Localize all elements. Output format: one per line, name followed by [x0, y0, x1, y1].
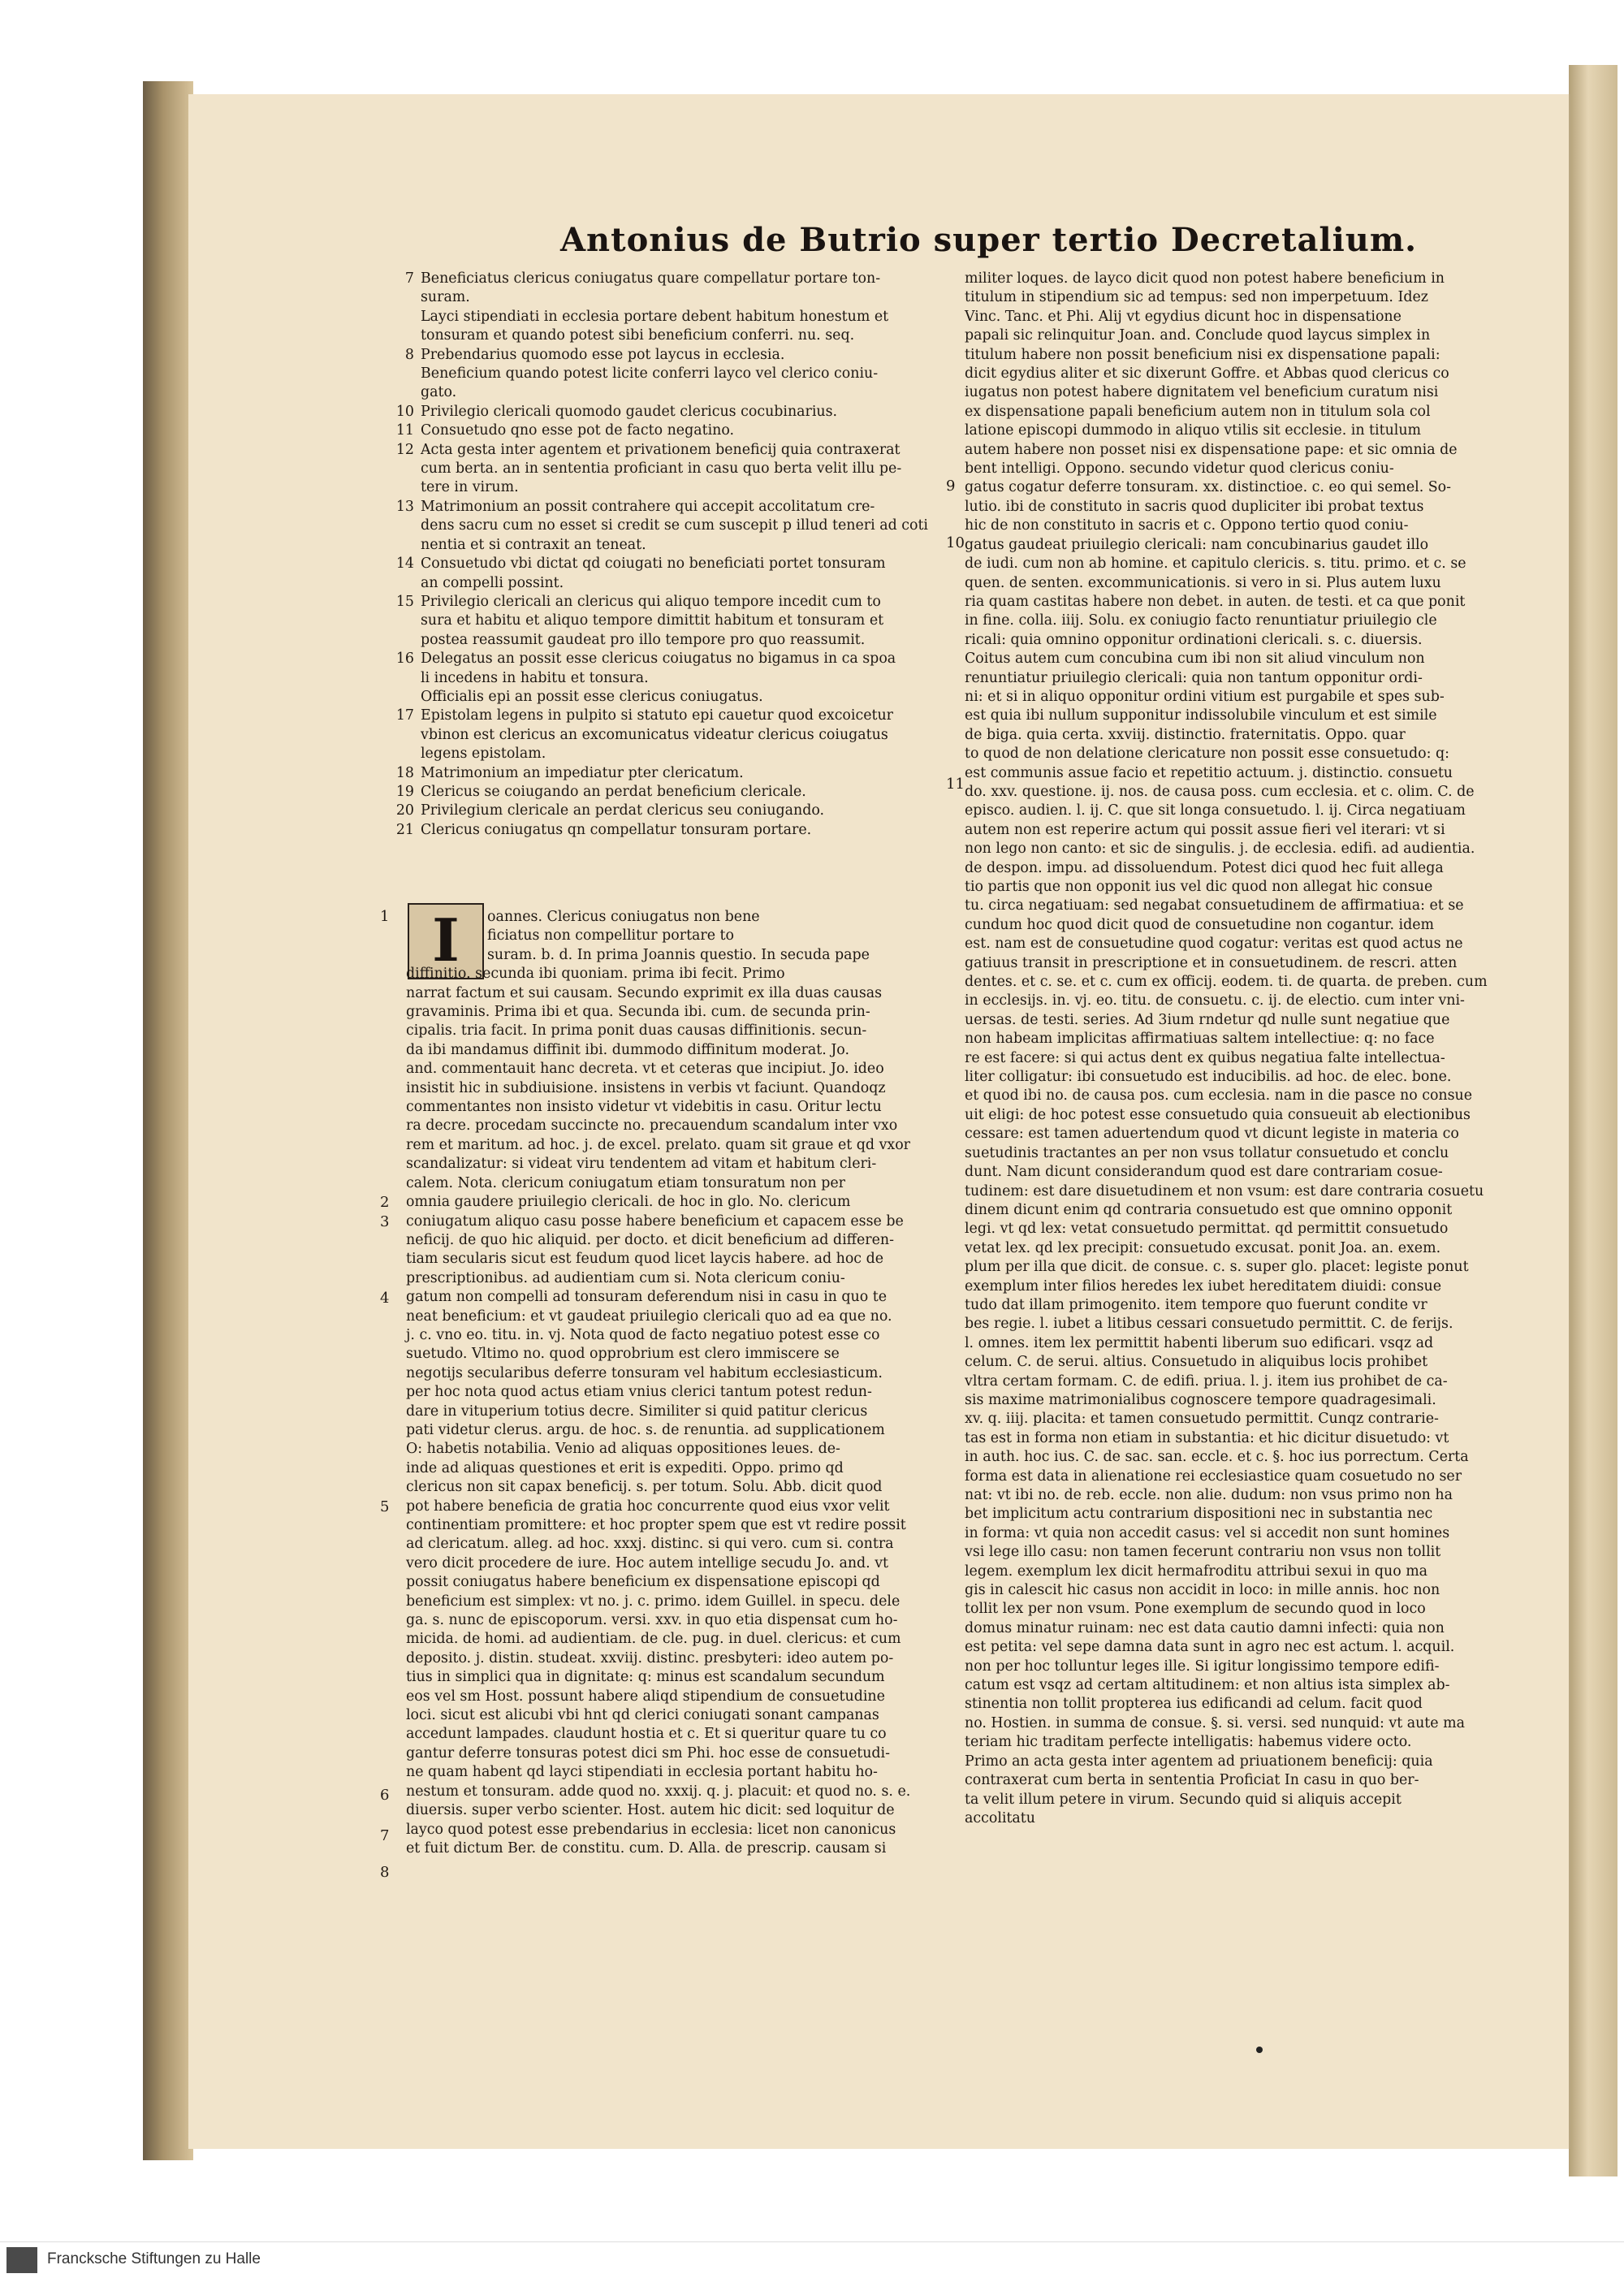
text-line: quen. de senten. excommunicationis. si vero in si. Plus autem luxu [965, 574, 1441, 591]
text-line: vsi lege illo casu: non tamen fecerunt contrariu non vsus non tollit [965, 1544, 1441, 1561]
text-line: rem et maritum. ad hoc. j. de excel. prelato. quam sit graue et qd vxor [406, 1136, 910, 1153]
text-line: nat: vt ibi no. de reb. eccle. non alie. dudum: non vsus primo non ha [965, 1487, 1453, 1503]
index-text: Epistolam legens in pulpito si statuto epi cauetur quod excoicetur [421, 707, 894, 724]
text-line: tiam secularis sicut est feudum quod licet laycis habere. ad hoc de [406, 1251, 883, 1268]
index-text: Consuetudo qno esse pot de facto negatino. [421, 422, 735, 439]
text-line: autem habere non posset nisi ex dispensatione pape: et sic omnia de [965, 441, 1458, 458]
text-line: dunt. Nam dicunt considerandum quod est dare contrariam cosue- [965, 1164, 1443, 1181]
index-entry [382, 498, 950, 517]
text-line: ex dispensatione papali beneficium autem non in titulum sola col [965, 403, 1431, 420]
index-entry [382, 441, 950, 460]
text-line: iugatus non potest habere dignitatem vel beneficium curatum nisi [965, 384, 1439, 401]
index-text: tonsuram et quando potest sibi beneficium conferri. nu. seq. [421, 327, 855, 344]
text-line: in auth. hoc ius. C. de sac. san. eccle. et c. §. hoc ius porrectum. Certa [965, 1449, 1469, 1466]
page-mark [1256, 2047, 1263, 2053]
text-line: l. omnes. item lex permittit habenti liberum suo edificari. vsqz ad [965, 1334, 1434, 1351]
text-line: non per hoc tolluntur leges ille. Si igitur longissimo tempore edifi- [965, 1658, 1440, 1675]
index-entry [382, 688, 950, 707]
index-text: Beneficiatus clericus coniugatus quare compellatur portare ton- [421, 270, 881, 287]
index-number [382, 478, 421, 497]
index-entry [382, 764, 950, 783]
text-line: est quia ibi nullum supponitur indissolubile vinculum et est simile [965, 707, 1437, 724]
index-entry [382, 707, 950, 725]
index-number [382, 688, 421, 707]
index-text: cum berta. an in sententia proficiant in casu quo berta velit illu pe- [421, 460, 902, 478]
index-text: an compelli possint. [421, 574, 564, 591]
index-number [382, 726, 421, 745]
text-line: tas est in forma non etiam in substantia: et hic dicitur disuetudo: vt [965, 1429, 1449, 1446]
left-page-stack [143, 81, 193, 2160]
text-line: gravaminis. Prima ibi et qua. Secunda ibi. cum. de secunda prin- [406, 1004, 870, 1021]
index-entry [382, 421, 950, 440]
text-line: do. xxv. questione. ij. nos. de causa poss. cum ecclesia. et c. olim. C. de [965, 783, 1475, 800]
text-line: papali sic relinquitur Joan. and. Conclude quod laycus simplex in [965, 327, 1431, 344]
text-line: ne quam habent qd layci stipendiati in ecclesia portant habitu ho- [406, 1764, 878, 1781]
text-line: de biga. quia certa. xxviij. distinctio. fraternitatis. Oppo. quar [965, 726, 1406, 743]
left-column-text [406, 908, 926, 1858]
index-number [382, 308, 421, 326]
text-line: dicit egydius aliter et sic dixerunt Goffre. et Abbas quod clericus co [965, 365, 1449, 383]
text-line: titulum in stipendium sic ad tempus: sed non imperpetuum. Idez [965, 289, 1428, 306]
text-line: legem. exemplum lex dicit hermafroditu attribui sexui in quo ma [965, 1563, 1428, 1580]
index-entry [382, 650, 950, 668]
index-entry [382, 326, 950, 345]
right-column-text [965, 270, 1501, 1828]
text-line: teriam hic traditam perfecte intelligatis: habemus videre octo. [965, 1734, 1412, 1751]
index-text: Privilegium clericale an perdat clericus seu coniugando. [421, 802, 825, 819]
text-line: catum est vsqz ad certam altitudinem: et non altius ista simplex ab- [965, 1677, 1450, 1694]
index-entry [382, 593, 950, 612]
index-text: vbinon est clericus an excomunicatus videatur clericus coiugatus [421, 726, 888, 743]
text-line: vltra certam formam. C. de edifi. priua. l. j. item ius prohibet de ca- [965, 1372, 1448, 1390]
index-entry [382, 308, 950, 326]
text-line: oannes. Clericus coniugatus non bene [487, 909, 760, 925]
index-entry [382, 745, 950, 763]
index-number [382, 745, 421, 763]
text-line: non lego non canto: et sic de singulis. j. de ecclesia. edifi. ad audientia. [965, 841, 1475, 858]
text-line: bet implicitum actu contrarium dispositioni nec in substantia nec [965, 1506, 1433, 1523]
text-line: ad clericatum. alleg. ad hoc. xxxj. distinc. si qui vero. cum si. contra [406, 1536, 894, 1553]
index-text: Matrimonium an impediatur pter clericatum. [421, 764, 744, 781]
text-line: stinentia non tollit propterea ius edificandi ad celum. facit quod [965, 1696, 1423, 1713]
index-text: Beneficium quando potest licite conferri layco vel clerico coniu- [421, 365, 879, 383]
text-line: est petita: vel sepe damna data sunt in agro nec est actum. l. acquil. [965, 1639, 1455, 1656]
text-line: gatum non compelli ad tonsuram deferendum nisi in casu in quo te [406, 1289, 887, 1306]
index-number: 12 [395, 441, 414, 458]
text-line: ra decre. procedam succincte no. precauendum scandalum inter vxo [406, 1117, 898, 1135]
index-entry [382, 574, 950, 593]
index-entry [382, 365, 950, 383]
index-text: Clericus se coiugando an perdat beneficium clericale. [421, 783, 806, 800]
index-number: 18 [395, 764, 414, 781]
text-line: pati videtur clerus. argu. de hoc. s. de renuntia. ad supplicationem [406, 1421, 885, 1438]
text-line: hic de non constituto in sacris et c. Oppono tertio quod coniu- [965, 517, 1409, 534]
text-line: tollit lex per non vsum. Pone exemplum de secundo quod in loco [965, 1601, 1426, 1618]
index-text: Consuetudo vbi dictat qd coiugati no beneficiati portet tonsuram [421, 555, 886, 573]
text-line: dinem dicunt enim qd contraria consuetudo est que omnino opponit [965, 1201, 1453, 1218]
text-line: and. commentauit hanc decreta. vt et ceteras que incipiut. Jo. ideo [406, 1061, 884, 1078]
text-line: per hoc nota quod actus etiam vnius clerici tantum potest redun- [406, 1384, 872, 1401]
text-line: neat beneficium: et vt gaudeat priuilegio clericali quo ad ea que no. [406, 1308, 892, 1325]
text-line: layco quod potest esse prebendarius in ecclesia: licet non canonicus [406, 1821, 896, 1838]
text-line: et fuit dictum Ber. de constitu. cum. D. Alla. de prescrip. causam si [406, 1839, 887, 1857]
text-line: omnia gaudere priuilegio clericali. de hoc in glo. No. clericum [406, 1194, 851, 1211]
margin-number: 4 [380, 1290, 390, 1307]
index-text: Privilegio clericali quomodo gaudet clericus cocubinarius. [421, 403, 838, 420]
index-number: 8 [404, 346, 414, 363]
text-line: legi. vt qd lex: vetat consuetudo permittat. qd permittit consuetudo [965, 1221, 1449, 1238]
text-line: inde ad aliquas questiones et erit is expediti. Oppo. primo qd [406, 1459, 844, 1476]
text-line: lutio. ibi de constituto in sacris quod dupliciter ibi probat textus [965, 498, 1424, 515]
margin-number: 1 [380, 908, 390, 925]
index-entry [382, 555, 950, 573]
index-entry [382, 612, 950, 630]
text-line: militer loques. de layco dicit quod non potest habere beneficium in [965, 270, 1445, 287]
index-number [382, 326, 421, 345]
index-number [382, 631, 421, 650]
index-number: 19 [395, 783, 414, 800]
margin-number: 5 [380, 1498, 390, 1515]
text-line: bent intelligi. Oppono. secundo videtur quod clericus coniu- [965, 460, 1394, 478]
text-line: ria quam castitas habere non debet. in auten. de testi. et ca que ponit [965, 593, 1466, 610]
text-line: cipalis. tria facit. In prima ponit duas causas diffinitionis. secun- [406, 1022, 867, 1040]
text-line: deposito. j. distin. studeat. xxviij. distinc. presbyteri: ideo autem po- [406, 1649, 894, 1666]
text-line: in forma: vt quia non accedit casus: vel si accedit non sunt homines [965, 1524, 1450, 1541]
text-line: suetudinis tractantes an per non vsus tollatur consuetudo et conclu [965, 1144, 1449, 1161]
index-number [382, 574, 421, 593]
margin-number: 11 [946, 776, 965, 793]
index-number: 17 [395, 707, 414, 724]
text-line: Primo an acta gesta inter agentem ad priuationem beneficij: quia [965, 1753, 1433, 1770]
text-line: sis maxime matrimonialibus cognoscere tempore quadragesimali. [965, 1391, 1436, 1408]
text-line: vetat lex. qd lex precipit: consuetudo excusat. ponit Joa. an. exem. [965, 1239, 1441, 1256]
text-line: cessare: est tamen aduertendum quod vt dicunt legiste in materia co [965, 1126, 1459, 1143]
text-line: tius in simplici qua in dignitate: q: minus est scandalum secundum [406, 1669, 885, 1686]
index-number [382, 288, 421, 307]
index-number [382, 517, 421, 535]
text-line: gatiuus transit in prescriptione et in consuetudinem. de rescri. atten [965, 954, 1458, 971]
text-line: to quod de non delatione clericature non possit esse consuetudo: q: [965, 746, 1449, 763]
index-text: suram. [421, 289, 470, 306]
footer-institution: Francksche Stiftungen zu Halle [47, 2250, 261, 2267]
index-text: Delegatus an possit esse clericus coiugatus no bigamus in ca spoa [421, 651, 896, 668]
text-line: renuntiatur priuilegio clericali: quia non tantum opponitur ordi- [965, 669, 1423, 686]
text-line: possit coniugatus habere beneficium ex dispensatione episcopi qd [406, 1574, 880, 1591]
text-line: narrat factum et sui causam. Secundo exprimit ex illa duas causas [406, 984, 883, 1001]
text-line: contraxerat cum berta in sententia Proficiat In casu in quo ber- [965, 1772, 1419, 1789]
text-line: gis in calescit hic casus non accidit in loco: in mille annis. hoc non [965, 1582, 1440, 1599]
index-number: 7 [404, 270, 414, 287]
text-line: nestum et tonsuram. adde quod no. xxxij. q. j. placuit: et quod no. s. e. [406, 1783, 911, 1800]
text-line: domus minatur ruinam: nec est data cautio damni infecti: quia non [965, 1619, 1445, 1636]
text-line: continentiam promittere: et hoc propter spem que est vt redire possit [406, 1517, 906, 1533]
index-entry [382, 631, 950, 650]
text-line: ta velit illum petere in virum. Secundo quid si aliquis accepit [965, 1791, 1402, 1808]
index-entry [382, 802, 950, 820]
text-line: gantur deferre tonsuras potest dici sm Phi. hoc esse de consuetudi- [406, 1744, 890, 1761]
text-line: clericus non sit capax beneficij. s. per totum. Solu. Abb. dicit quod [406, 1479, 883, 1496]
text-line: re est facere: si qui actus dent ex quibus negatiua falte intellectua- [965, 1049, 1445, 1066]
index-entry [382, 821, 950, 840]
text-line: de despon. impu. ad dissoluendum. Potest dici quod hec fuit allega [965, 859, 1444, 876]
text-line: eos vel sm Host. possunt habere aliqd stipendium de consuetudine [406, 1688, 885, 1705]
text-line: episco. audien. l. ij. C. que sit longa consuetudo. l. ij. Circa negatiuam [965, 802, 1466, 819]
text-line: coniugatum aliquo casu posse habere beneficium et capacem esse be [406, 1212, 904, 1230]
index-text: dens sacru cum no esset si credit se cum suscepit p illud teneri ad coti [421, 517, 928, 534]
summary-index [382, 270, 950, 840]
index-entry [382, 460, 950, 478]
text-line: O: habetis notabilia. Venio ad aliquas oppositiones leues. de- [406, 1441, 840, 1458]
institution-logo-icon [6, 2247, 37, 2273]
index-entry [382, 669, 950, 688]
index-entry [382, 478, 950, 497]
text-line: et quod ibi no. de causa pos. cum ecclesia. nam in die pasce no consue [965, 1087, 1473, 1104]
text-line: non habeam implicitas affirmatiuas saltem intellectiue: q: no face [965, 1031, 1435, 1048]
text-line: pot habere beneficia de gratia hoc concurrente quod eius vxor velit [406, 1498, 890, 1515]
index-entry [382, 517, 950, 535]
index-text: Acta gesta inter agentem et privationem beneficij quia contraxerat [421, 441, 901, 458]
index-number: 15 [395, 593, 414, 610]
text-line: est. nam est de consuetudine quod cogatur: veritas est quod actus ne [965, 936, 1463, 953]
index-entry [382, 270, 950, 288]
margin-number: 8 [380, 1864, 390, 1881]
text-line: scandalizatur: si videat viru tendentem ad vitam et habitum cleri- [406, 1156, 877, 1173]
text-line: latione episcopi dummodo in aliquo vtilis sit ecclesie. in titulum [965, 422, 1422, 439]
index-text: Privilegio clericali an clericus qui aliquo tempore incedit cum to [421, 593, 881, 610]
text-line: prescriptionibus. ad audientiam cum si. Nota clericum coniu- [406, 1269, 845, 1286]
index-text: sura et habitu et aliquo tempore dimittit habitum et tonsuram et [421, 612, 884, 629]
index-text: nentia et si contraxit an teneat. [421, 536, 646, 553]
index-entry [382, 783, 950, 802]
text-line: ficiatus non compellitur portare to [487, 927, 735, 944]
text-line: calem. Nota. clericum coniugatum etiam tonsuratum non per [406, 1174, 845, 1191]
margin-number: 3 [380, 1213, 390, 1230]
index-entry [382, 346, 950, 365]
index-text: tere in virum. [421, 479, 519, 496]
margin-number: 6 [380, 1787, 390, 1804]
text-line: da ibi mandamus diffinit ibi. dummodo diffinitum moderat. Jo. [406, 1041, 849, 1058]
index-entry [382, 383, 950, 402]
text-line: forma est data in alienatione rei ecclesiastice quam cosuetudo no ser [965, 1468, 1462, 1485]
text-line: commentantes non insisto videtur vt videbitis in casu. Oritur lectu [406, 1099, 882, 1116]
text-line: tu. circa negatiuam: sed negabat consuetudinem de affirmatiua: et se [965, 897, 1464, 914]
text-line: suetudo. Vltimo no. quod opprobrium est clero immiscere se [406, 1346, 840, 1363]
right-page-edge [1569, 65, 1618, 2176]
text-line: diffinitio. secunda ibi quoniam. prima ibi fecit. Primo [406, 966, 785, 983]
text-line: plum per illa que dicit. de consue. c. s. super glo. placet: legiste ponut [965, 1259, 1469, 1276]
index-number: 10 [395, 403, 414, 420]
index-number: 13 [395, 498, 414, 515]
index-entry [382, 403, 950, 421]
text-line: gatus gaudeat priuilegio clericali: nam concubinarius gaudet illo [965, 536, 1429, 553]
text-line: Coitus autem cum concubina cum ibi non sit aliud vinculum non [965, 651, 1425, 668]
text-line: tudo dat illam primogenito. item tempore quo fuerunt condite vr [965, 1296, 1427, 1313]
index-number: 14 [395, 555, 414, 573]
text-line: autem non est reperire actum qui possit assue fieri vel iterari: vt si [965, 821, 1445, 838]
index-text: postea reassumit gaudeat pro illo tempore pro quo reassumit. [421, 631, 866, 648]
index-text: li incedens in habitu et tonsura. [421, 669, 649, 686]
margin-number: 2 [380, 1194, 390, 1211]
text-line: tudinem: est dare disuetudinem et non vsum: est dare contraria cosuetu [965, 1182, 1484, 1200]
text-line: liter colligatur: ibi consuetudo est inducibilis. ad hoc. de elec. bone. [965, 1069, 1452, 1086]
text-line: titulum habere non possit beneficium nisi ex dispensatione papali: [965, 346, 1440, 363]
text-line: insistit hic in subdiuisione. insistens in verbis vt faciunt. Quandoqz [406, 1079, 886, 1096]
index-text: Matrimonium an possit contrahere qui accepit accolitatum cre- [421, 498, 875, 515]
text-line: beneficium est simplex: vt no. j. c. primo. idem Guillel. in specu. dele [406, 1593, 901, 1610]
margin-number: 9 [946, 478, 956, 495]
index-number [382, 536, 421, 555]
index-entry [382, 726, 950, 745]
text-line: est communis assue facio et repetitio actuum. j. distinctio. consuetu [965, 764, 1453, 781]
index-number [382, 460, 421, 478]
text-line: vero dicit procedere de iure. Hoc autem intellige secudu Jo. and. vt [406, 1554, 889, 1571]
index-text: Layci stipendiati in ecclesia portare debent habitum honestum et [421, 308, 889, 325]
text-line: ga. s. nunc de episcoporum. versi. xxv. in quo etia dispensat cum ho- [406, 1612, 898, 1629]
text-line: accedunt lampades. claudunt hostia et c. Et si queritur quare tu co [406, 1726, 887, 1743]
index-number: 21 [395, 821, 414, 838]
text-line: xv. q. iiij. placita: et tamen consuetudo permittit. Cunqz contrarie- [965, 1411, 1439, 1428]
text-line: ricali: quia omnino opponitur ordinationi clericali. s. c. diuersis. [965, 631, 1423, 648]
index-text: gato. [421, 384, 457, 401]
running-header: Antonius de Butrio super tertio Decretalium. [560, 221, 1418, 259]
text-line: exemplum inter filios heredes lex iubet hereditatem diuidi: consue [965, 1277, 1442, 1295]
text-line: celum. C. de serui. altius. Consuetudo in aliquibus locis prohibet [965, 1354, 1428, 1371]
footer-bar [0, 2241, 1624, 2278]
text-line: Vinc. Tanc. et Phi. Alij vt egydius dicunt hoc in dispensatione [965, 308, 1402, 325]
text-line: j. c. vno eo. titu. in. vj. Nota quod de facto negatiuo potest esse co [406, 1326, 880, 1343]
index-entry [382, 288, 950, 307]
text-line: uit eligi: de hoc potest esse consuetudo quia consueuit ab electionibus [965, 1106, 1471, 1123]
text-line: accolitatu [965, 1809, 1035, 1826]
index-entry [382, 536, 950, 555]
text-line: dare in vituperium totius decre. Similiter si quid patitur clericus [406, 1403, 868, 1420]
text-line: dentes. et c. se. et c. cum ex officij. eodem. ti. de quarta. de preben. cum [965, 974, 1488, 991]
index-text: legens epistolam. [421, 746, 546, 763]
text-line: negotijs secularibus deferre tonsuram vel habitum ecclesiasticum. [406, 1364, 883, 1381]
text-line: de iudi. cum non ab homine. et capitulo clericis. s. titu. primo. et c. se [965, 555, 1466, 573]
margin-number: 7 [380, 1827, 390, 1844]
index-text: Officialis epi an possit esse clericus coniugatus. [421, 688, 763, 705]
index-number [382, 612, 421, 630]
index-number: 20 [395, 802, 414, 819]
text-line: gatus cogatur deferre tonsuram. xx. distinctioe. c. eo qui semel. So- [965, 479, 1452, 496]
index-number: 16 [395, 651, 414, 668]
text-line: neficij. de quo hic aliquid. per docto. et dicit beneficium ad differen- [406, 1231, 894, 1248]
index-text: Prebendarius quomodo esse pot laycus in ecclesia. [421, 346, 785, 363]
text-line: in fine. colla. iiij. Solu. ex coniugio facto renuntiatur priuilegio cle [965, 612, 1437, 629]
text-line: uersas. de testi. series. Ad 3ium rndetur qd nulle sunt negatiue que [965, 1011, 1450, 1028]
text-line: bes regie. l. iubet a litibus cessari consuetudo permittit. C. de ferijs. [965, 1316, 1453, 1333]
text-line: diuersis. super verbo scienter. Host. autem hic dicit: sed loquitur de [406, 1802, 895, 1819]
index-number [382, 383, 421, 402]
text-line: loci. sicut est alicubi vbi hnt qd clerici coniugati sonant campanas [406, 1707, 879, 1724]
index-text: Clericus coniugatus qn compellatur tonsuram portare. [421, 821, 812, 838]
text-line: micida. de homi. ad audientiam. de cle. pug. in duel. clericus: et cum [406, 1631, 901, 1648]
text-line: tio partis que non opponit ius vel dic quod non allegat hic consue [965, 879, 1433, 895]
index-number [382, 669, 421, 688]
index-number [382, 365, 421, 383]
index-number: 11 [395, 422, 414, 439]
text-line: suram. b. d. In prima Joannis questio. In secuda pape [487, 946, 870, 963]
text-line: no. Hostien. in summa de consue. §. si. versi. sed nunquid: vt aute ma [965, 1714, 1465, 1731]
decorated-initial: I [408, 903, 484, 979]
text-line: cundum hoc quod dicit quod de consuetudine non cogantur. idem [965, 916, 1434, 933]
text-line: ni: et si in aliquo opponitur ordini vitium est purgabile et spes sub- [965, 688, 1445, 705]
margin-number: 10 [946, 534, 965, 551]
text-line: in ecclesijs. in. vj. eo. titu. de consuetu. c. ij. de electio. cum inter vni- [965, 992, 1465, 1009]
